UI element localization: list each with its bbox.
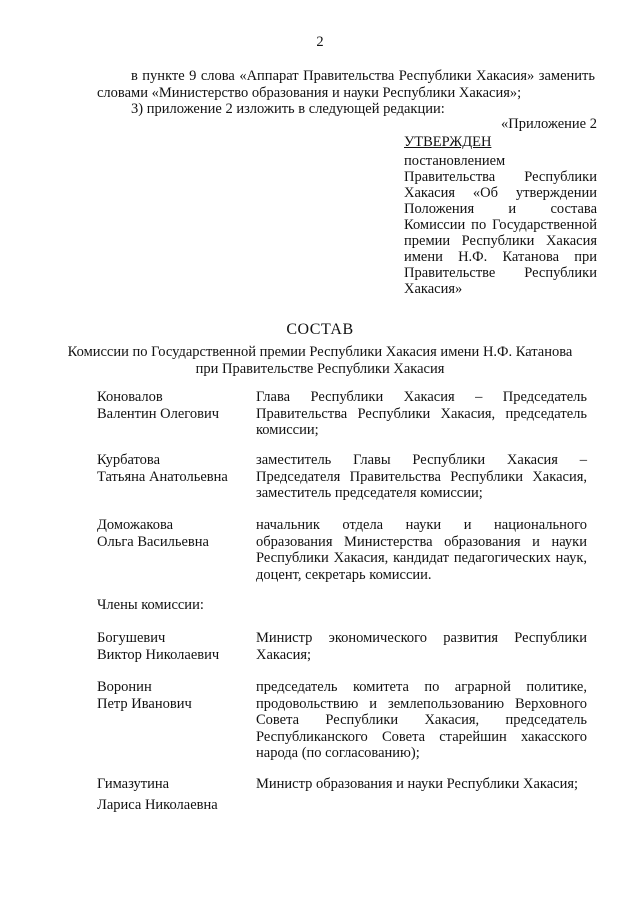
members-heading: Члены комиссии: — [97, 597, 204, 613]
document-subtitle — [60, 344, 580, 378]
member-role: начальник отдела науки и национального образования Министерства образования и науки Республики Хакасия, кандидат педагогических наук, доцент, секретарь комиссии. — [256, 517, 587, 583]
member-name — [97, 517, 247, 550]
member-given-name: Лариса Николаевна — [97, 796, 218, 813]
intro-paragraph: в пункте 9 слова «Аппарат Правительства Республики Хакасия» заменить словами «Министерство образования и науки Республики Хакасия»; — [97, 68, 595, 101]
member-surname: Доможакова — [97, 517, 174, 533]
approved-heading: УТВЕРЖДЕН — [404, 134, 492, 150]
member-name — [97, 679, 247, 712]
member-role: председатель комитета по аграрной политике, продовольствию и землепользованию Верховного Совета Республики Хакасия, председатель Республиканского Совета старейшин хакасского народа (по согласованию); — [256, 679, 587, 761]
subtitle-line: Комиссии по Государственной премии Республики Хакасия имени Н.Ф. Катанова — [67, 344, 573, 360]
member-name — [97, 389, 247, 422]
member-given-name: Виктор Николаевич — [97, 646, 220, 663]
member-surname: Воронин — [97, 679, 152, 695]
member-surname: Гимазутина — [97, 776, 170, 792]
member-surname: Коновалов — [97, 389, 163, 405]
page-number: 2 — [316, 34, 324, 50]
member-name — [97, 630, 247, 663]
member-role: Глава Республики Хакасия – Председатель Правительства Республики Хакасия, председатель комиссии; — [256, 389, 587, 438]
member-given-name: Ольга Васильевна — [97, 533, 209, 550]
member-name — [97, 776, 247, 813]
member-given-name: Татьяна Анатольевна — [97, 468, 228, 485]
member-name — [97, 452, 247, 485]
appendix-label: «Приложение 2 — [501, 116, 597, 132]
intro-text — [97, 68, 595, 118]
member-given-name: Петр Иванович — [97, 695, 192, 712]
document-title: СОСТАВ — [286, 321, 354, 338]
member-role: заместитель Главы Республики Хакасия – Председателя Правительства Республики Хакасия, заместитель председателя комиссии; — [256, 452, 587, 501]
member-surname: Курбатова — [97, 452, 161, 468]
approval-text: постановлением Правительства Республики Хакасия «Об утверждении Положения и состава Комиссии по Государственной премии Республики Хакасия имени Н.Ф. Катанова при Правительстве Республики Хакасия» — [404, 153, 597, 297]
member-role: Министр экономического развития Республики Хакасия; — [256, 630, 587, 663]
member-given-name: Валентин Олегович — [97, 405, 220, 422]
member-role: Министр образования и науки Республики Хакасия; — [256, 776, 579, 792]
member-surname: Богушевич — [97, 630, 166, 646]
intro-paragraph: 3) приложение 2 изложить в следующей редакции: — [131, 101, 445, 117]
subtitle-line: при Правительстве Республики Хакасия — [195, 361, 445, 377]
